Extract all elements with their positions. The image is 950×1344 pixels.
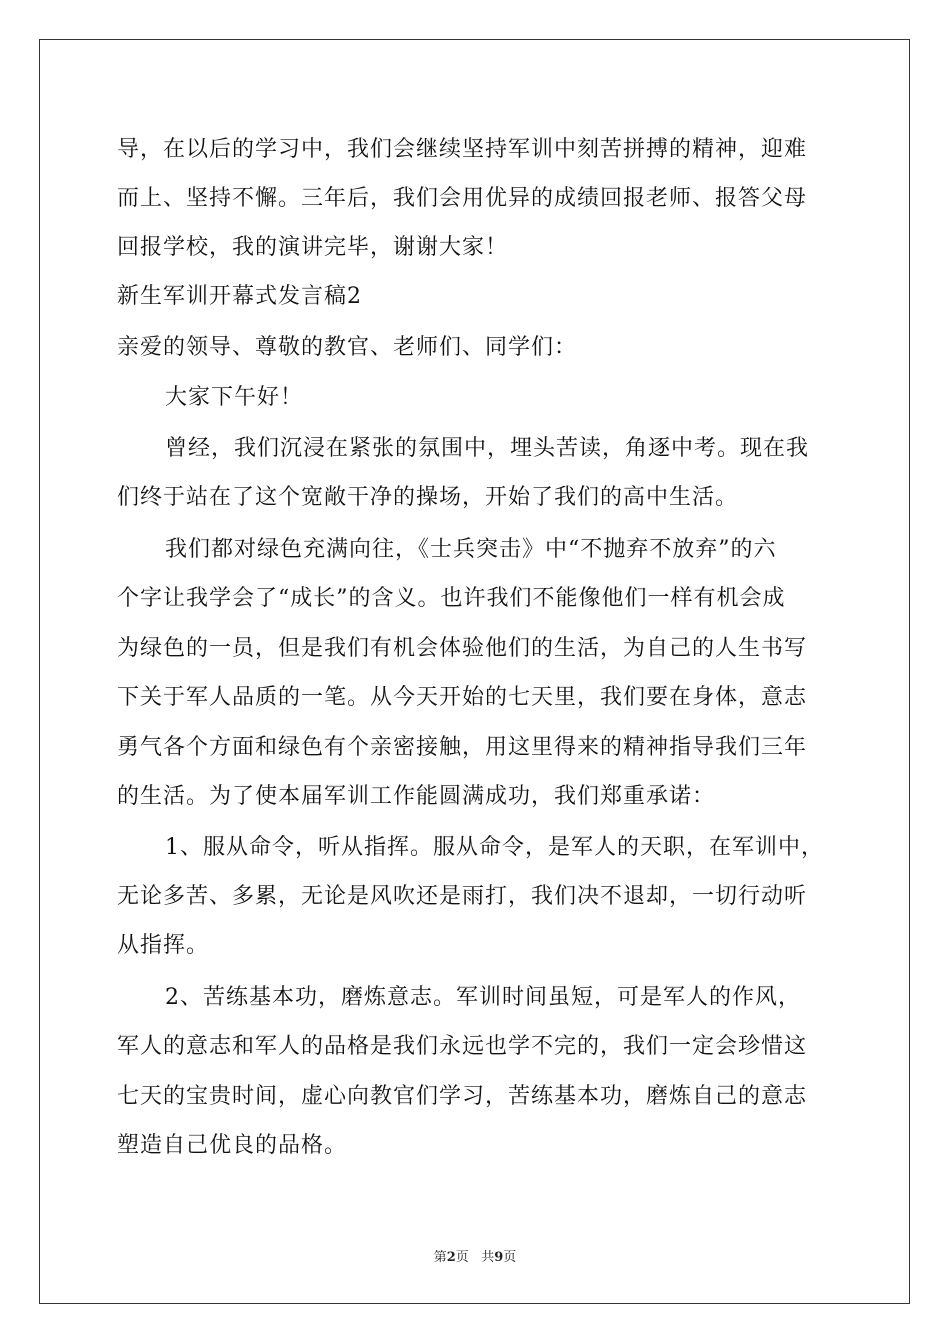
page-border: [39, 39, 910, 1304]
body-text-line: 为绿色的一员，但是我们有机会体验他们的生活，为自己的人生书写: [117, 636, 808, 661]
body-text-line: 而上、坚持不懈。三年后，我们会用优异的成绩回报老师、报答父母: [117, 186, 808, 211]
page-prefix: 第: [433, 1250, 447, 1265]
page-suffix: 页: [455, 1250, 469, 1265]
body-text-line: 下关于军人品质的一笔。从今天开始的七天里，我们要在身体，意志: [117, 685, 808, 710]
body-text-line: 的生活。为了使本届军训工作能圆满成功，我们郑重承诺：: [117, 784, 716, 809]
body-text-line: 无论多苦、多累，无论是风吹还是雨打，我们决不退却，一切行动听: [117, 884, 808, 909]
page-number: 2: [446, 1250, 456, 1265]
greeting: 大家下午好！: [165, 385, 304, 410]
body-text-line: 勇气各个方面和绿色有个亲密接触，用这里得来的精神指导我们三年: [117, 735, 808, 760]
body-text-line: 导，在以后的学习中，我们会继续坚持军训中刻苦拼搏的精神，迎难: [117, 137, 808, 162]
body-text-line: 个字让我学会了“成长”的含义。也许我们不能像他们一样有机会成: [117, 586, 786, 611]
body-text-line: 回报学校，我的演讲完毕，谢谢大家！: [117, 235, 509, 260]
total-suffix: 页: [503, 1250, 517, 1265]
salutation: 亲爱的领导、尊敬的教官、老师们、同学们：: [117, 335, 578, 360]
total-pages: 9: [494, 1250, 504, 1265]
total-prefix: 共: [481, 1250, 495, 1265]
body-text-line: 们终于站在了这个宽敞干净的操场，开始了我们的高中生活。: [117, 485, 739, 510]
body-text-line: 七天的宝贵时间，虚心向教官们学习，苦练基本功，磨炼自己的意志: [117, 1084, 808, 1109]
body-text-line: 从指挥。: [117, 933, 210, 958]
body-text-line: 1、服从命令，听从指挥。服从命令，是军人的天职，在军训中，: [165, 835, 824, 860]
section-title: 新生军训开幕式发言稿2: [117, 284, 362, 309]
body-text-line: 曾经，我们沉浸在紧张的氛围中，埋头苦读，角逐中考。现在我: [165, 436, 810, 461]
body-text-line: 军人的意志和军人的品格是我们永远也学不完的，我们一定会珍惜这: [117, 1034, 808, 1059]
body-text-line: 塑造自己优良的品格。: [117, 1133, 348, 1158]
body-text-line: 我们都对绿色充满向往，《士兵突击》中“不抛弃不放弃”的六: [165, 537, 777, 562]
page-footer: [0, 1246, 950, 1265]
body-text-line: 2、苦练基本功，磨炼意志。军训时间虽短，可是军人的作风，: [165, 985, 801, 1010]
